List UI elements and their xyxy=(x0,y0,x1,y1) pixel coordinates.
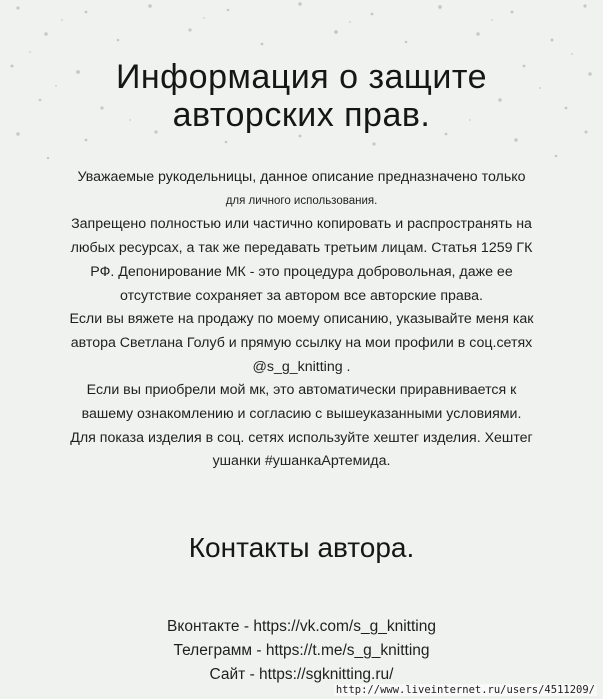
copyright-notice xyxy=(14,166,589,474)
notice-line: РФ. Депонирование МК - это процедура добровольная, даже ее xyxy=(90,263,513,280)
contacts-list xyxy=(0,615,603,687)
notice-line: вашему ознакомлению и согласию с вышеуказанными условиями. xyxy=(81,406,522,423)
contacts-title: Контакты автора. xyxy=(188,532,415,563)
title-line-1: Информация о защите xyxy=(115,58,488,96)
notice-line: Уважаемые рукодельницы, данное описание предназначено только xyxy=(77,169,526,185)
notice-line: Для показа изделия в соц. сетях используйте хештег изделия. Хештег xyxy=(70,429,533,446)
notice-line: любых ресурсах, а так же передавать третьим лицам. Статья 1259 ГК xyxy=(70,240,533,257)
contact-site: Сайт - https://sgknitting.ru/ xyxy=(209,666,394,683)
notice-line: Если вы вяжете на продажу по моему описанию, указывайте меня как xyxy=(69,311,534,328)
title-line-2: авторских прав. xyxy=(172,96,431,134)
notice-line: Если вы приобрели мой мк, это автоматически приравнивается к xyxy=(86,382,517,399)
notice-line: автора Светлана Голуб и прямую ссылку на мои профили в соц.сетях xyxy=(70,334,533,351)
notice-line: отсутствие сохраняет за автором все авторские права. xyxy=(120,287,483,304)
contact-vk: Вконтакте - https://vk.com/s_g_knitting xyxy=(167,618,436,635)
contact-telegram: Телеграмм - https://t.me/s_g_knitting xyxy=(173,642,430,659)
page-title xyxy=(0,58,603,134)
notice-line: @s_g_knitting . xyxy=(252,358,351,375)
watermark-url: http://www.liveinternet.ru/users/4511209/ xyxy=(335,684,595,696)
notice-line: для личного использования. xyxy=(225,194,378,207)
notice-line: Запрещено полностью или частично копировать и распространять на xyxy=(71,216,532,233)
notice-line: ушанки #ушанкаАртемида. xyxy=(212,453,391,470)
